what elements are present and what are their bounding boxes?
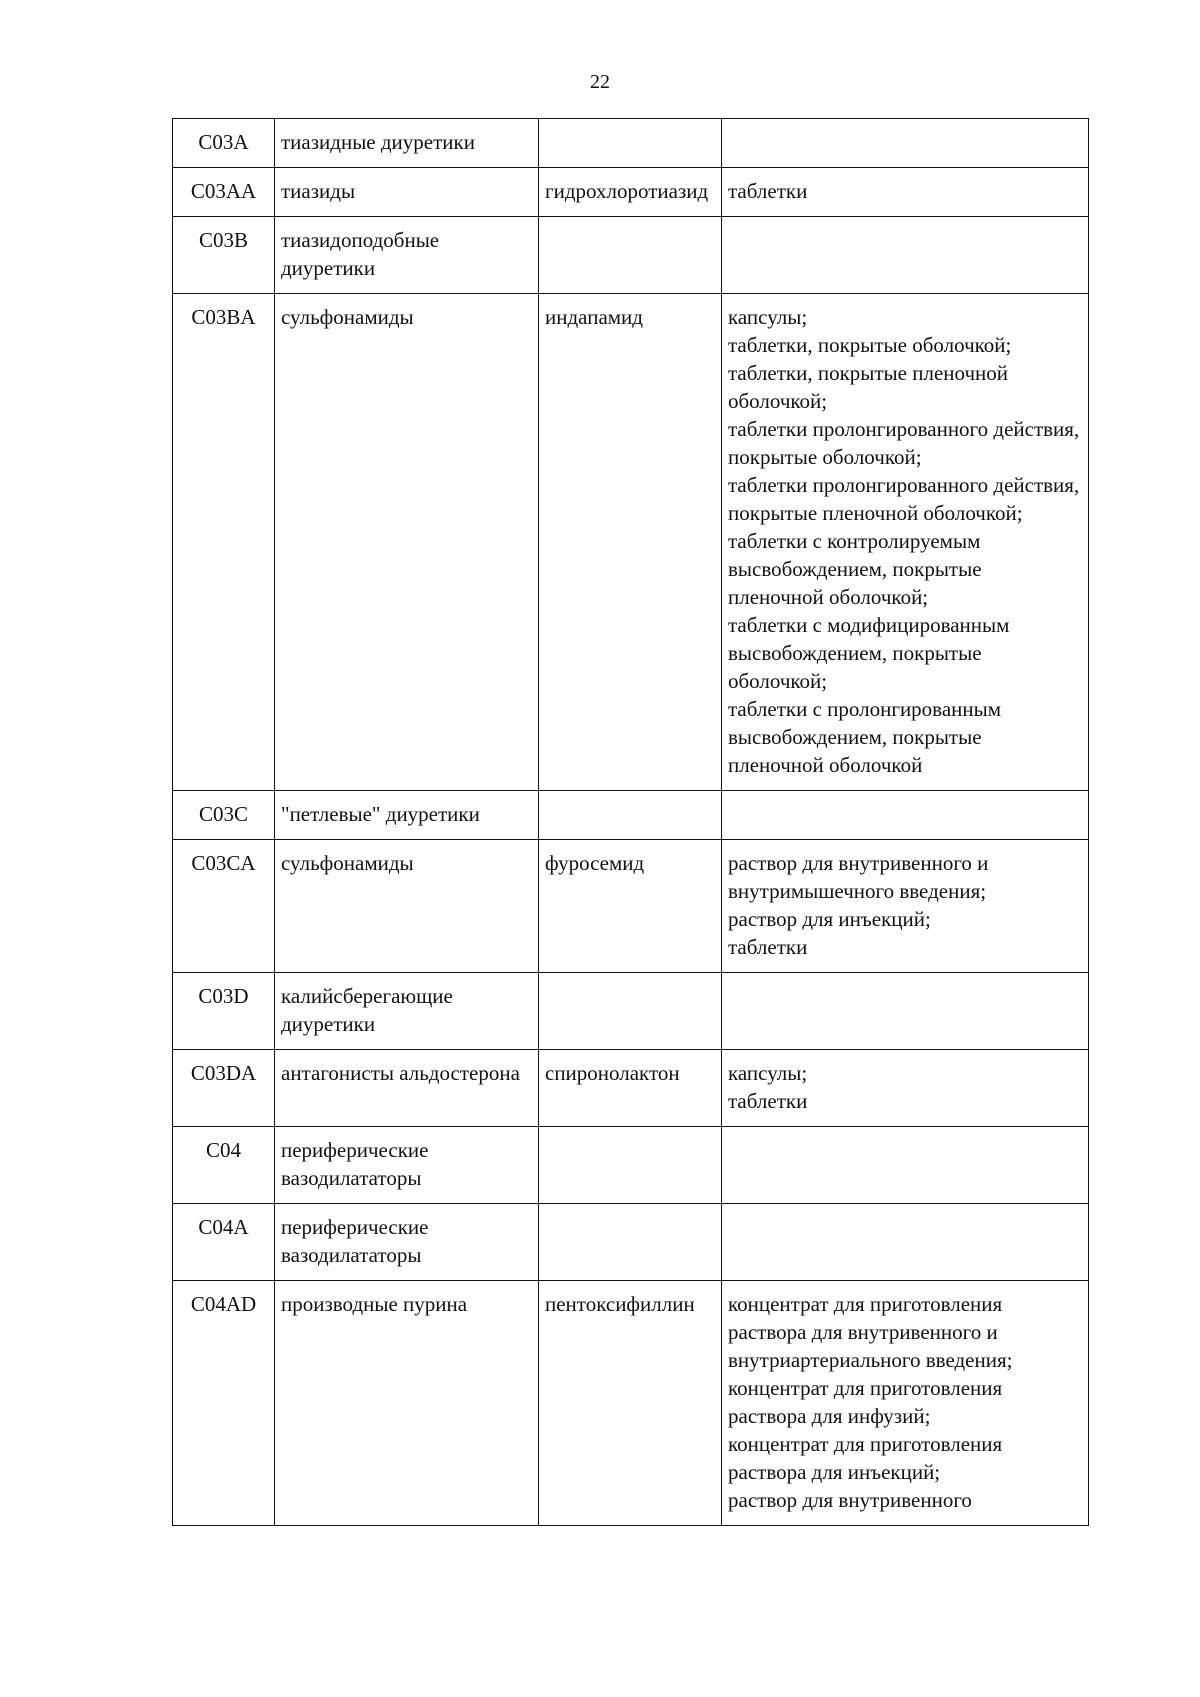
atc-code-cell: C03CA	[173, 840, 275, 973]
dosage-forms-cell	[722, 217, 1089, 294]
dosage-forms-cell	[722, 840, 1089, 973]
anatomical-therapeutic-group-cell: периферические вазодилататоры	[275, 1127, 539, 1204]
dosage-forms-cell	[722, 791, 1089, 840]
table-body	[173, 119, 1089, 1526]
dosage-forms-cell	[722, 294, 1089, 791]
table-row	[173, 1204, 1089, 1281]
drug-name-cell: гидрохлоротиазид	[539, 168, 722, 217]
table-row	[173, 1050, 1089, 1127]
table-row	[173, 119, 1089, 168]
dosage-forms-cell	[722, 1127, 1089, 1204]
anatomical-therapeutic-group-cell: сульфонамиды	[275, 840, 539, 973]
atc-code-cell: C04A	[173, 1204, 275, 1281]
dosage-form-line: таблетки с контролируемым высвобождением, покрытые пленочной оболочкой;	[728, 529, 982, 609]
anatomical-therapeutic-group-cell: тиазидоподобные диуретики	[275, 217, 539, 294]
dosage-form-line: таблетки пролонгированного действия, покрытые пленочной оболочкой;	[728, 473, 1080, 525]
dosage-forms-cell	[722, 973, 1089, 1050]
dosage-form-line: капсулы;	[728, 305, 808, 329]
dosage-form-line: раствор для внутривенного и внутримышечного введения;	[728, 851, 989, 903]
table-row	[173, 1127, 1089, 1204]
anatomical-therapeutic-group-cell: производные пурина	[275, 1281, 539, 1526]
anatomical-therapeutic-group-cell: тиазиды	[275, 168, 539, 217]
dosage-forms-cell	[722, 1050, 1089, 1127]
table-row	[173, 791, 1089, 840]
anatomical-therapeutic-group-cell: сульфонамиды	[275, 294, 539, 791]
atc-code-cell: C03C	[173, 791, 275, 840]
atc-code-cell: C03DA	[173, 1050, 275, 1127]
dosage-forms-cell	[722, 1281, 1089, 1526]
anatomical-therapeutic-group-cell: периферические вазодилататоры	[275, 1204, 539, 1281]
dosage-form-line: таблетки пролонгированного действия, покрытые оболочкой;	[728, 417, 1080, 469]
dosage-form-line: таблетки	[728, 1089, 808, 1113]
atc-code-cell: C03A	[173, 119, 275, 168]
anatomical-therapeutic-group-cell: "петлевые" диуретики	[275, 791, 539, 840]
dosage-form-line: капсулы;	[728, 1061, 808, 1085]
dosage-forms-cell	[722, 168, 1089, 217]
atc-code-cell: C04	[173, 1127, 275, 1204]
dosage-form-line: раствор для внутривенного	[728, 1488, 972, 1512]
dosage-form-line: таблетки, покрытые оболочкой;	[728, 333, 1012, 357]
atc-code-cell: C03AA	[173, 168, 275, 217]
drug-name-cell	[539, 973, 722, 1050]
drug-name-cell	[539, 791, 722, 840]
table-row	[173, 217, 1089, 294]
drug-name-cell	[539, 1127, 722, 1204]
dosage-form-line: таблетки, покрытые пленочной оболочкой;	[728, 361, 1009, 413]
dosage-form-line: таблетки	[728, 179, 808, 203]
page-number: 22	[590, 71, 610, 93]
dosage-form-line: таблетки	[728, 935, 808, 959]
drug-name-cell: фуросемид	[539, 840, 722, 973]
dosage-form-line: раствор для инъекций;	[728, 907, 931, 931]
drug-name-cell	[539, 119, 722, 168]
anatomical-therapeutic-group-cell: тиазидные диуретики	[275, 119, 539, 168]
table-row	[173, 168, 1089, 217]
table-row	[173, 1281, 1089, 1526]
atc-code-cell: C03B	[173, 217, 275, 294]
drug-name-cell: спиронолактон	[539, 1050, 722, 1127]
dosage-form-line: концентрат для приготовления раствора для внутривенного и внутриартериального введения;	[728, 1292, 1013, 1372]
drug-name-cell: индапамид	[539, 294, 722, 791]
drug-name-cell	[539, 217, 722, 294]
table-row	[173, 973, 1089, 1050]
dosage-form-line: концентрат для приготовления раствора для инфузий;	[728, 1376, 1003, 1428]
dosage-form-line: концентрат для приготовления раствора для инъекций;	[728, 1432, 1003, 1484]
atc-code-cell: C03BA	[173, 294, 275, 791]
anatomical-therapeutic-group-cell: калийсберегающие диуретики	[275, 973, 539, 1050]
atc-code-cell: C03D	[173, 973, 275, 1050]
dosage-forms-cell	[722, 1204, 1089, 1281]
drug-table	[172, 118, 1089, 1526]
table-row	[173, 840, 1089, 973]
drug-name-cell: пентоксифиллин	[539, 1281, 722, 1526]
dosage-forms-cell	[722, 119, 1089, 168]
dosage-form-line: таблетки с пролонгированным высвобождением, покрытые пленочной оболочкой	[728, 697, 1002, 777]
anatomical-therapeutic-group-cell: антагонисты альдостерона	[275, 1050, 539, 1127]
atc-code-cell: C04AD	[173, 1281, 275, 1526]
drug-name-cell	[539, 1204, 722, 1281]
table-row	[173, 294, 1089, 791]
dosage-form-line: таблетки с модифицированным высвобождением, покрытые оболочкой;	[728, 613, 1010, 693]
